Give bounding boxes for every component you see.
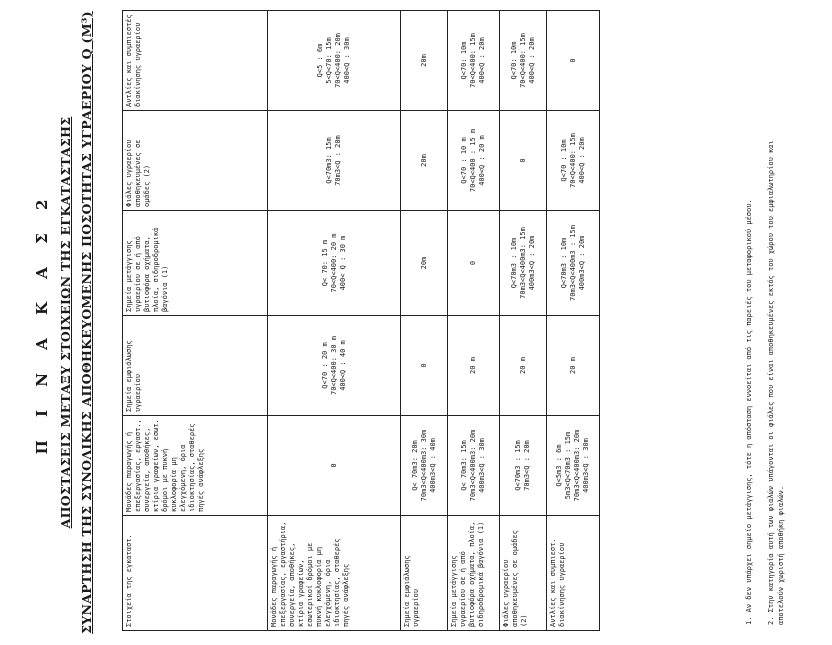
table-cell: 0 [401,316,448,416]
table-cell: Q< 70m3: 15m 70m3<Q<400m3: 20m 400m3<Q : 30m [448,416,500,516]
table-cell: Q<70m3 : 15m 70m3<Q : 20m [500,416,547,516]
table-cell: 20m [401,111,448,211]
table-cell: 20 m [547,316,600,416]
header-cell: Φιάλες υγραερίου αποθηκευμένες σε ομάδες (2) [123,111,268,211]
table-cell: 20 m [448,316,500,416]
footnote-2: 2. Στην κατηγορία αυτή των φιαλών υπάγονται οι φιάλες που είναι αποθηκευμένες εκτός του χώρου του εμφιαλωτηρίου και αποτελούν χωριστή αποθήκη φιαλών. [767,140,785,625]
table-row [268,11,401,631]
table-cell: 0 [547,11,600,111]
table-cell: 20m [401,11,448,111]
table-cell: 0 [500,111,547,211]
table-cell: Q< 70m3: 20m 70m3<Q<400m3: 30m 400m3<Q : 40m [401,416,448,516]
header-cell: Στοιχεία της εγκαταστ. [123,516,268,631]
header-cell: Σημεία εμφιάλωσης υγραερίου [123,316,268,416]
table-subtitle: ΣΥΝΑΡΤΗΣΗ ΤΗΣ ΣΥΝΟΛΙΚΗΣ ΑΠΟΘΗΚΕΥΟΜΕΝΗΣ ΠΟΣΟΤΗΤΑΣ ΥΓΡΑΕΡΙΟΥ Q (Μ³) [79,11,94,634]
table-cell: Q<70: 10m 70<Q<400: 15m 400<Q : 20m [500,11,547,111]
table-row [547,11,600,631]
header-row [123,11,268,631]
row-label: Μονάδες παραγωγής ή επεξεργασίας, εργαστήρια, συνεργεία, αποθήκες, κτίρια γραφείων, εσωτερικοί δρόμοι με πυκνή κυκλοφορία μη ελεγχόμενη, όρια ιδιοκτησίας, σταθερές πηγές ανάφλεξης [268,516,401,631]
header-cell: Μονάδες παραγωγής ή επεξεργασίας, εργαστ., συνεργεία, αποθήκες, κτίρια γραφείων, εσωτ. δρόμοι με πυκνή κυκλοφορία μη ελεγχόμενη, όρια ιδιοκτησίας, σταθερές πηγές ανάφλεξης [123,416,268,516]
table-title: ΑΠΟΣΤΑΣΕΙΣ ΜΕΤΑΞΥ ΣΤΟΙΧΕΙΩΝ ΤΗΣ ΕΓΚΑΤΑΣΤΑΣΗΣ [58,116,73,529]
table-cell: Q< 70: 15 m 70<Q<400: 20 m 400< Q : 30 m [268,211,401,316]
distance-table [122,10,600,631]
table-cell: Q<70 : 20 m 70<Q<400: 30 m 400<Q : 40 m [268,316,401,416]
table-row [448,11,500,631]
row-label: Σημεία μετάγγισης υγραερίου σε ή από βυτιοφόρα οχήματα, πλοία, σιδηροδρομικά βαγόνια (1) [448,516,500,631]
header-cell: Αντλίες και συμπιεστές διακίνησης υγραερίου [123,11,268,111]
table-row [500,11,547,631]
table-cell: Q<70m3 : 10m 70m3<Q<400m3: 15m 400m3<Q : 20m [500,211,547,316]
table-cell: Q<70 : 10 m 70<Q<400 : 15 m 400<Q : 20 m [448,111,500,211]
table-row [401,11,448,631]
table-cell: Q<5 : 6m 5<Q<70: 15m 70<Q<400: 20m 400<Q : 30m [268,11,401,111]
table-cell: Q<5m3 : 6m 5m3<Q<70m3 : 15m 70m3<Q<400m3: 20m 400m3<Q : 30m [547,416,600,516]
table-cell: Q<70 : 10m 70<Q<400: 15m 400<Q : 20m [547,111,600,211]
header-cell: Σημεία μετάγγισης υγραερίου σε ή από βυτιοφόρα οχήματα, πλοία, σιδηροδρομικά βαγόνια (1) [123,211,268,316]
row-label: Φιάλες υγραερίου αποθηκευμένες σε ομάδες (2) [500,516,547,631]
table-number-title: Π Ι Ν Α Κ Α Σ 2 [33,190,51,455]
table-cell: Q<70m3 : 10m 70m3<Q<400m3 : 15m 400m3<Q : 20m [547,211,600,316]
table-cell: Q<70: 10m 70<Q<400: 15m 400<Q : 20m [448,11,500,111]
row-label: Σημεία εμφιάλωσης υγραερίου [401,516,448,631]
table-cell: 0 [448,211,500,316]
table-cell: 20m [401,211,448,316]
footnote-1: 1. Αν δεν υπάρχει σημείο μετάγγισης, τότε η απόσταση εννοείται από τις παρειές του μεταφορικού μέσου. [745,199,753,625]
table-cell: 20 m [500,316,547,416]
table-cell: 0 [268,416,401,516]
row-label: Αντλίες και συμπιεστ. διακίνησης υγραερίου [547,516,600,631]
table-cell: Q<70m3: 15m 70m3<Q : 20m [268,111,401,211]
